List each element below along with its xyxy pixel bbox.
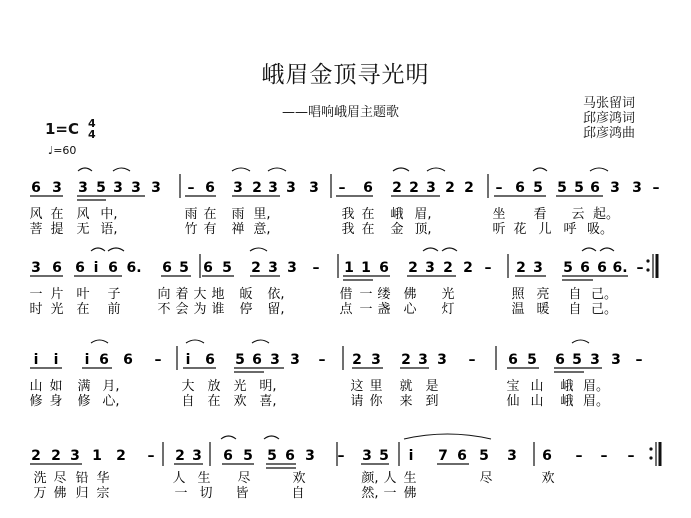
note: 3 bbox=[286, 180, 296, 196]
lyric-verse-2: 万 bbox=[33, 486, 47, 501]
note: i bbox=[84, 352, 90, 368]
lyric-verse-1: 尽 bbox=[479, 471, 493, 486]
slur bbox=[91, 340, 108, 343]
note: 6 bbox=[108, 260, 118, 276]
lyric-verse-2: 在 bbox=[207, 394, 221, 409]
lyric-verse-2: 来 bbox=[399, 394, 413, 409]
lyric-verse-1: 雨 bbox=[184, 207, 198, 222]
lyric-verse-2: 光 bbox=[50, 302, 64, 317]
note: 3 bbox=[131, 180, 141, 196]
lyric-verse-2: 在 bbox=[76, 302, 90, 317]
song-title: 峨眉金顶寻光明 bbox=[261, 62, 430, 88]
lyric-verse-1: 片 bbox=[50, 287, 64, 302]
note: 3 bbox=[418, 352, 428, 368]
slur bbox=[113, 168, 130, 171]
lyric-verse-2: 听 bbox=[492, 222, 506, 237]
lyric-verse-2: 意, bbox=[253, 222, 271, 237]
note: 5 bbox=[572, 352, 582, 368]
slur bbox=[252, 340, 269, 343]
lyric-verse-1: 佛 bbox=[403, 287, 417, 302]
lyric-verse-1: 在 bbox=[361, 207, 375, 222]
slur bbox=[600, 248, 614, 251]
note: 2 bbox=[51, 448, 61, 464]
credit-line-3: 邱彦鸿曲 bbox=[583, 126, 636, 141]
lyric-verse-1: 峨 bbox=[560, 379, 574, 394]
note: 3 bbox=[52, 180, 62, 196]
note: 3 bbox=[70, 448, 80, 464]
credit-line-2: 邱彦鸿词 bbox=[583, 111, 636, 126]
note: i bbox=[185, 352, 191, 368]
slur bbox=[221, 436, 236, 439]
lyric-verse-1: 亮 bbox=[536, 287, 550, 302]
lyric-verse-1: 大 bbox=[181, 379, 195, 394]
slur bbox=[108, 248, 124, 251]
time-signature-bottom: 4 bbox=[88, 128, 96, 141]
lyric-verse-1: 如 bbox=[49, 379, 63, 394]
lyric-verse-2: 竹 bbox=[184, 222, 198, 237]
note: 3 bbox=[151, 180, 161, 196]
note: 6 bbox=[99, 352, 109, 368]
lyric-verse-2: 儿 bbox=[538, 222, 552, 237]
lyric-verse-1: 满 bbox=[77, 379, 91, 394]
lyric-verse-2: 谁 bbox=[211, 302, 225, 317]
note: – bbox=[627, 448, 635, 464]
note: 1 bbox=[344, 260, 354, 276]
slur bbox=[393, 168, 409, 171]
lyric-verse-1: 我 bbox=[341, 207, 355, 222]
lyric-verse-2: 花 bbox=[513, 222, 527, 237]
note: 3 bbox=[362, 448, 372, 464]
repeat-dot bbox=[649, 447, 652, 450]
note: – bbox=[187, 180, 195, 196]
lyric-verse-2: 修 bbox=[77, 394, 91, 409]
lyric-verse-1: 一 bbox=[29, 287, 43, 302]
lyric-verse-2: 身 bbox=[49, 394, 63, 409]
note: 6 bbox=[580, 260, 590, 276]
note: – bbox=[652, 180, 660, 196]
lyric-verse-2: 佛 bbox=[403, 486, 417, 501]
lyric-verse-2: 为 bbox=[193, 302, 207, 317]
note: – bbox=[495, 180, 503, 196]
lyric-verse-2: 心 bbox=[403, 302, 417, 317]
note: 2 bbox=[392, 180, 402, 196]
note: i bbox=[53, 352, 59, 368]
note: 2 bbox=[116, 448, 126, 464]
note: 2 bbox=[443, 260, 453, 276]
lyric-verse-1: 铅 bbox=[75, 471, 89, 486]
note: – bbox=[338, 180, 346, 196]
slur bbox=[533, 168, 547, 171]
note: 5 bbox=[479, 448, 489, 464]
lyric-verse-2: 喜, bbox=[259, 394, 277, 409]
lyric-verse-2: 到 bbox=[425, 394, 439, 409]
note: 3 bbox=[507, 448, 517, 464]
note: 3 bbox=[533, 260, 543, 276]
note: 6 bbox=[363, 180, 373, 196]
lyric-verse-2: 停 bbox=[239, 302, 253, 317]
lyric-verse-2: 暖 bbox=[536, 302, 550, 317]
time-signature-top: 4 bbox=[88, 117, 96, 130]
lyric-verse-1: 缕 bbox=[377, 287, 391, 302]
slur bbox=[268, 168, 286, 171]
note: 3 bbox=[305, 448, 315, 464]
lyric-verse-2: 修 bbox=[29, 394, 43, 409]
slur bbox=[404, 434, 491, 439]
lyric-verse-1: 人 bbox=[383, 471, 397, 486]
lyric-verse-2: 然, bbox=[361, 486, 379, 501]
note: 1 bbox=[361, 260, 371, 276]
note: 6 bbox=[252, 352, 262, 368]
note: 6 bbox=[597, 260, 607, 276]
lyric-verse-2: 自 bbox=[181, 394, 195, 409]
lyric-verse-1: 看 bbox=[533, 207, 547, 222]
slur bbox=[427, 168, 445, 171]
lyric-verse-1: 这 bbox=[350, 379, 364, 394]
lyric-verse-2: 切 bbox=[199, 486, 213, 501]
lyric-verse-1: 地 bbox=[211, 287, 225, 302]
note: – bbox=[337, 448, 345, 464]
note: 3 bbox=[268, 260, 278, 276]
lyric-verse-2: 会 bbox=[175, 302, 189, 317]
lyric-verse-1: 里, bbox=[253, 207, 271, 222]
lyric-verse-2: 顶, bbox=[414, 222, 432, 237]
note: 6 bbox=[162, 260, 172, 276]
lyric-verse-2: 菩 bbox=[29, 222, 43, 237]
slur bbox=[442, 248, 457, 251]
note: 6 bbox=[508, 352, 518, 368]
lyric-verse-1: 是 bbox=[425, 379, 439, 394]
note: 3 bbox=[610, 180, 620, 196]
lyric-verse-1: 雨 bbox=[231, 207, 245, 222]
lyric-verse-1: 月, bbox=[102, 379, 120, 394]
note: 3 bbox=[425, 260, 435, 276]
lyric-verse-2: 盏 bbox=[377, 302, 391, 317]
note: 6 bbox=[285, 448, 295, 464]
lyric-verse-1: 在 bbox=[203, 207, 217, 222]
note: 5 bbox=[267, 448, 277, 464]
slur bbox=[423, 248, 438, 251]
note: 2 bbox=[31, 448, 41, 464]
slur bbox=[582, 248, 596, 251]
note: 5 bbox=[379, 448, 389, 464]
lyric-verse-1: 生 bbox=[403, 471, 417, 486]
note: 5 bbox=[533, 180, 543, 196]
note: 6 bbox=[205, 180, 215, 196]
note: 3 bbox=[270, 352, 280, 368]
lyric-verse-2: 语, bbox=[100, 222, 118, 237]
lyric-verse-2: 自 bbox=[568, 302, 582, 317]
slur bbox=[250, 248, 267, 251]
note: 6 bbox=[590, 180, 600, 196]
note: 2 bbox=[251, 260, 261, 276]
note: 5 bbox=[222, 260, 232, 276]
lyric-verse-2: 宗 bbox=[96, 486, 110, 501]
song-subtitle: ——唱响峨眉主题歌 bbox=[282, 105, 400, 120]
note: i bbox=[33, 352, 39, 368]
note: 2 bbox=[352, 352, 362, 368]
note: 3 bbox=[113, 180, 123, 196]
lyric-verse-1: 借 bbox=[339, 287, 353, 302]
lyric-verse-2: 佛 bbox=[53, 486, 67, 501]
note: 3 bbox=[437, 352, 447, 368]
lyric-verse-1: 子 bbox=[107, 287, 121, 302]
slur bbox=[590, 168, 608, 171]
lyric-verse-1: 着 bbox=[175, 287, 189, 302]
lyric-verse-1: 风 bbox=[76, 207, 90, 222]
lyric-verse-1: 眉。 bbox=[582, 379, 610, 394]
lyric-verse-1: 照 bbox=[511, 287, 525, 302]
lyric-verse-1: 坐 bbox=[492, 207, 506, 222]
lyric-verse-1: 洗 bbox=[33, 471, 47, 486]
lyric-verse-1: 山 bbox=[29, 379, 43, 394]
lyric-verse-2: 一 bbox=[174, 486, 188, 501]
lyric-verse-1: 山 bbox=[530, 379, 544, 394]
lyric-verse-2: 我 bbox=[341, 222, 355, 237]
lyric-verse-2: 金 bbox=[390, 222, 404, 237]
note: 6 bbox=[203, 260, 213, 276]
note: 6 bbox=[457, 448, 467, 464]
lyric-verse-1: 峨 bbox=[390, 207, 404, 222]
lyric-verse-1: 欢 bbox=[292, 471, 306, 486]
note: 6 bbox=[223, 448, 233, 464]
lyric-verse-1: 皈 bbox=[239, 287, 253, 302]
note: 3 bbox=[192, 448, 202, 464]
lyric-verse-2: 提 bbox=[50, 222, 64, 237]
lyric-verse-2: 灯 bbox=[441, 302, 455, 317]
note: 3 bbox=[426, 180, 436, 196]
lyric-verse-1: 欢 bbox=[541, 471, 555, 486]
note: 6 bbox=[31, 180, 41, 196]
lyric-verse-2: 请 bbox=[350, 394, 364, 409]
lyric-verse-2: 不 bbox=[157, 302, 171, 317]
note: 2 bbox=[408, 260, 418, 276]
lyric-verse-2: 吸。 bbox=[586, 222, 614, 237]
note: 1 bbox=[92, 448, 102, 464]
note: 3 bbox=[78, 180, 88, 196]
note: 2 bbox=[463, 260, 473, 276]
note: – bbox=[635, 352, 643, 368]
note: 6 bbox=[205, 352, 215, 368]
note: 3 bbox=[31, 260, 41, 276]
slur bbox=[232, 168, 250, 171]
lyric-verse-2: 时 bbox=[29, 302, 43, 317]
lyric-verse-1: 光 bbox=[233, 379, 247, 394]
lyric-verse-1: 人 bbox=[172, 471, 186, 486]
lyric-verse-1: 明, bbox=[259, 379, 277, 394]
lyric-verse-2: 前 bbox=[107, 302, 121, 317]
note: 2 bbox=[409, 180, 419, 196]
lyric-verse-2: 在 bbox=[361, 222, 375, 237]
note: 2 bbox=[252, 180, 262, 196]
note: 3 bbox=[233, 180, 243, 196]
note: – bbox=[636, 260, 644, 276]
lyric-verse-2: 禅 bbox=[231, 222, 245, 237]
repeat-dot bbox=[649, 456, 652, 459]
note: – bbox=[318, 352, 326, 368]
lyric-verse-1: 颜, bbox=[361, 471, 379, 486]
lyric-verse-1: 大 bbox=[193, 287, 207, 302]
repeat-dot bbox=[646, 259, 649, 262]
note: – bbox=[312, 260, 320, 276]
note: 7 bbox=[438, 448, 448, 464]
note: 5 bbox=[563, 260, 573, 276]
lyric-verse-2: 山 bbox=[530, 394, 544, 409]
slur bbox=[186, 340, 204, 343]
lyric-verse-1: 叶 bbox=[76, 287, 90, 302]
lyric-verse-2: 心, bbox=[102, 394, 120, 409]
note: 5 bbox=[574, 180, 584, 196]
lyric-verse-1: 依, bbox=[267, 287, 285, 302]
key-signature: 1=C bbox=[45, 120, 80, 138]
slur bbox=[572, 340, 589, 343]
lyric-verse-2: 自 bbox=[291, 486, 305, 501]
note: 6. bbox=[612, 260, 628, 276]
note: 6 bbox=[123, 352, 133, 368]
note: 3 bbox=[611, 352, 621, 368]
note: 6 bbox=[542, 448, 552, 464]
note: 5 bbox=[96, 180, 106, 196]
note: 3 bbox=[590, 352, 600, 368]
lyric-verse-2: 眉。 bbox=[582, 394, 610, 409]
lyric-verse-1: 己。 bbox=[590, 287, 618, 302]
note: – bbox=[575, 448, 583, 464]
lyric-verse-1: 光 bbox=[441, 287, 455, 302]
lyric-verse-2: 己。 bbox=[590, 302, 618, 317]
lyric-verse-2: 有 bbox=[203, 222, 217, 237]
note: 2 bbox=[464, 180, 474, 196]
lyric-verse-1: 尽 bbox=[237, 471, 251, 486]
note: – bbox=[468, 352, 476, 368]
note: 3 bbox=[268, 180, 278, 196]
lyric-verse-2: 归 bbox=[75, 486, 89, 501]
note: 5 bbox=[235, 352, 245, 368]
note: 5 bbox=[557, 180, 567, 196]
lyric-verse-1: 一 bbox=[359, 287, 373, 302]
lyric-verse-1: 起。 bbox=[592, 207, 620, 222]
note: – bbox=[600, 448, 608, 464]
lyric-verse-1: 眉, bbox=[414, 207, 432, 222]
lyric-verse-1: 在 bbox=[50, 207, 64, 222]
note: 3 bbox=[632, 180, 642, 196]
note: 6 bbox=[555, 352, 565, 368]
slur bbox=[91, 248, 105, 251]
note: 5 bbox=[527, 352, 537, 368]
lyric-verse-1: 自 bbox=[568, 287, 582, 302]
lyric-verse-1: 里 bbox=[369, 379, 383, 394]
note: – bbox=[154, 352, 162, 368]
lyric-verse-2: 峨 bbox=[560, 394, 574, 409]
note: 3 bbox=[309, 180, 319, 196]
lyric-verse-1: 生 bbox=[197, 471, 211, 486]
repeat-dot bbox=[646, 268, 649, 271]
lyric-verse-2: 无 bbox=[76, 222, 90, 237]
note: i bbox=[93, 260, 99, 276]
note: 3 bbox=[290, 352, 300, 368]
lyric-verse-1: 风 bbox=[29, 207, 43, 222]
lyric-verse-2: 一 bbox=[359, 302, 373, 317]
lyric-verse-2: 你 bbox=[369, 394, 383, 409]
lyric-verse-1: 华 bbox=[96, 471, 110, 486]
lyric-verse-1: 中, bbox=[100, 207, 118, 222]
lyric-verse-1: 放 bbox=[207, 379, 221, 394]
note: 3 bbox=[371, 352, 381, 368]
note: 6 bbox=[379, 260, 389, 276]
lyric-verse-2: 点 bbox=[339, 302, 353, 317]
note: 2 bbox=[401, 352, 411, 368]
note: 5 bbox=[179, 260, 189, 276]
slur bbox=[78, 168, 92, 171]
lyric-verse-2: 仙 bbox=[506, 394, 520, 409]
lyric-verse-1: 向 bbox=[157, 287, 171, 302]
slur bbox=[264, 436, 279, 439]
note: 2 bbox=[175, 448, 185, 464]
lyric-verse-2: 呼 bbox=[563, 222, 577, 237]
lyric-verse-1: 就 bbox=[399, 379, 413, 394]
lyric-verse-2: 温 bbox=[511, 302, 525, 317]
lyric-verse-2: 一 bbox=[383, 486, 397, 501]
lyric-verse-1: 尽 bbox=[53, 471, 67, 486]
lyric-verse-1: 宝 bbox=[506, 379, 520, 394]
note: 6 bbox=[515, 180, 525, 196]
note: – bbox=[484, 260, 492, 276]
lyric-verse-2: 欢 bbox=[233, 394, 247, 409]
credit-line-1: 马张留词 bbox=[583, 96, 636, 111]
note: 2 bbox=[516, 260, 526, 276]
note: 3 bbox=[287, 260, 297, 276]
note: 2 bbox=[445, 180, 455, 196]
note: – bbox=[147, 448, 155, 464]
tempo-marking: ♩=60 bbox=[48, 144, 77, 157]
lyric-verse-2: 留, bbox=[267, 302, 285, 317]
note: 5 bbox=[243, 448, 253, 464]
note: i bbox=[408, 448, 414, 464]
note: 6 bbox=[75, 260, 85, 276]
note: 6 bbox=[52, 260, 62, 276]
note: 6. bbox=[126, 260, 142, 276]
lyric-verse-1: 云 bbox=[571, 207, 585, 222]
lyric-verse-2: 皆 bbox=[235, 486, 249, 501]
